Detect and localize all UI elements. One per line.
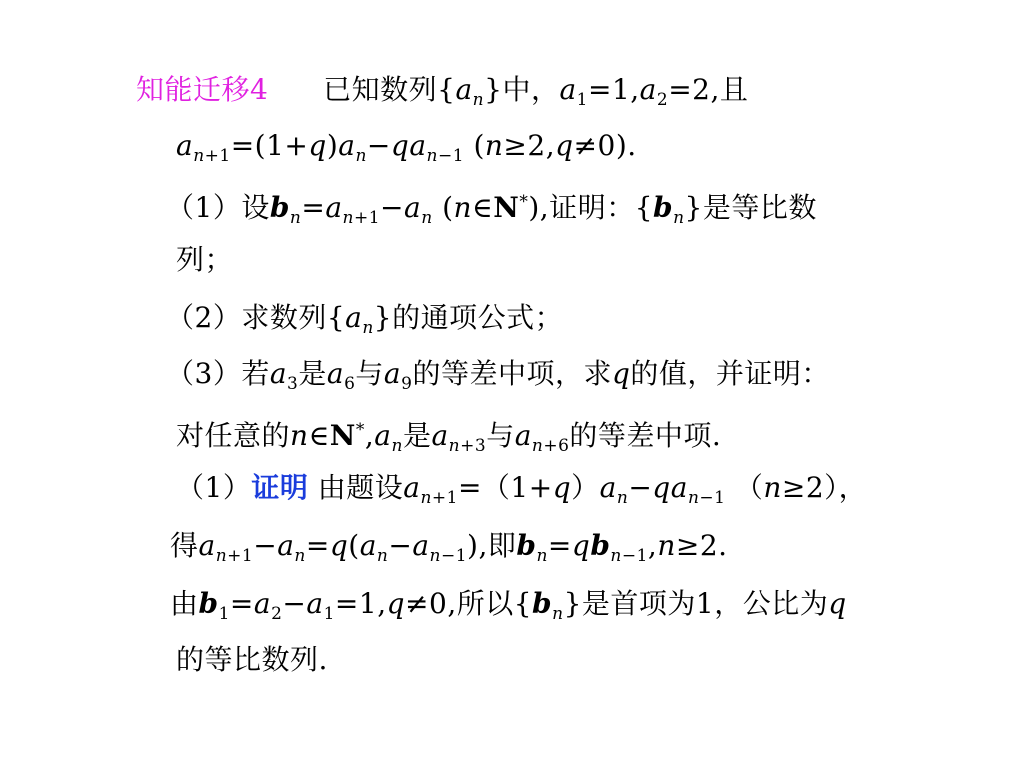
problem-line-2 [176, 126, 637, 176]
subscript: n [420, 488, 432, 508]
var-q: q [329, 529, 349, 562]
text: ( [432, 191, 454, 224]
var-a: a [325, 191, 343, 224]
subscript: +1 [431, 488, 458, 508]
var-a: a [326, 357, 345, 390]
var-q: q [386, 587, 406, 620]
superscript: * [519, 192, 529, 212]
text: ≥2. [675, 529, 728, 562]
var-q: q [828, 587, 847, 620]
text: 且 [719, 73, 749, 106]
text: =(1+ [230, 129, 309, 162]
text: , [647, 529, 658, 562]
text: = [547, 529, 572, 562]
var-a: a [409, 129, 427, 162]
subscript: n [426, 146, 438, 166]
subscript: −1 [621, 546, 648, 566]
subscript: +1 [227, 546, 254, 566]
text: − [388, 529, 413, 562]
subscript: 6 [344, 374, 356, 394]
text: ( [464, 129, 485, 162]
var-a: a [514, 419, 532, 452]
text: ） [571, 471, 600, 504]
var-a: a [269, 357, 288, 390]
text: （2）求数列{ [166, 301, 346, 334]
var-a: a [404, 191, 422, 224]
var-a: a [639, 73, 657, 106]
text: 的值，并证明： [630, 357, 830, 390]
text: − [380, 191, 405, 224]
subscript: n [342, 208, 354, 228]
var-a: a [559, 73, 577, 106]
var-q: q [390, 129, 410, 162]
part-3-line-2 [176, 410, 721, 466]
subscript: n [673, 208, 685, 228]
subscript: −1 [440, 546, 468, 566]
text: =2, [668, 73, 720, 106]
part-1-line [166, 182, 817, 238]
subscript: 1 [218, 604, 230, 624]
text: = [229, 587, 254, 620]
set-N: N [329, 419, 356, 452]
solution-line-1 [176, 468, 867, 518]
text: 已知数列{ [323, 73, 456, 106]
text: − [366, 129, 391, 162]
subscript: n [429, 546, 441, 566]
text: ≥2, [503, 129, 556, 162]
text: （3）若 [166, 357, 270, 390]
part-1-line-2 [176, 240, 233, 280]
var-a: a [599, 471, 617, 504]
subscript: n [552, 604, 564, 624]
solution-line-4 [176, 640, 328, 680]
text: =1, [334, 587, 387, 620]
text: 与 [355, 357, 384, 390]
subscript: −1 [437, 146, 465, 166]
text: 的等差中项. [569, 419, 722, 452]
var-a: a [412, 529, 430, 562]
text: }的通项公式； [373, 301, 564, 334]
subscript: 9 [401, 374, 413, 394]
var-b: b [590, 529, 611, 562]
text: ≠0). [573, 129, 637, 162]
var-n: n [484, 129, 504, 162]
text: ),即 [467, 529, 517, 562]
var-a: a [670, 471, 688, 504]
var-a: a [253, 587, 272, 620]
text: ),证明：{ [528, 191, 654, 224]
var-a: a [277, 529, 295, 562]
set-N: N [493, 191, 520, 224]
var-q: q [652, 471, 671, 504]
var-a: a [383, 357, 402, 390]
subscript: 3 [287, 374, 299, 394]
subscript: +1 [353, 208, 381, 228]
subscript: n [294, 546, 306, 566]
part-2-line [166, 298, 563, 348]
subscript: n [531, 436, 544, 456]
solution-line-3 [170, 584, 847, 634]
var-n: n [763, 471, 782, 504]
subscript: n [448, 436, 461, 456]
var-a: a [176, 129, 194, 162]
text: ) [326, 129, 339, 162]
text: 对任意的 [176, 419, 291, 452]
text: − [282, 587, 307, 620]
var-n: n [290, 419, 309, 452]
subscript: n [687, 488, 700, 508]
subscript: +1 [204, 146, 231, 166]
text: 的等比数列. [176, 643, 328, 676]
subscript: n [193, 146, 205, 166]
text: ≠0,所以{ [405, 587, 533, 620]
text: , [364, 419, 375, 452]
var-a: a [345, 301, 363, 334]
subscript: n [472, 90, 485, 110]
var-a: a [359, 529, 377, 562]
text: }是首项为1，公比为 [563, 587, 829, 620]
var-a: a [455, 73, 473, 106]
subscript: n [616, 488, 629, 508]
var-a: a [198, 529, 216, 562]
text: = [305, 529, 330, 562]
subscript: n [421, 208, 433, 228]
text: − [253, 529, 278, 562]
text: （1）设 [166, 191, 270, 224]
problem-label: 知能迁移4 [136, 73, 269, 106]
text: 由题设 [308, 471, 404, 504]
text: }中， [484, 73, 560, 106]
text: }是等比数 [684, 191, 817, 224]
text: =（1+ [457, 471, 553, 504]
subscript: n [391, 436, 403, 456]
var-n: n [453, 191, 473, 224]
var-q: q [555, 129, 574, 162]
subscript: n [289, 208, 302, 228]
subscript: n [376, 546, 389, 566]
subscript: +6 [543, 436, 570, 456]
var-a: a [431, 419, 449, 452]
text: （ [725, 471, 764, 504]
text: （1） [176, 471, 252, 504]
part-3-line [166, 354, 830, 404]
text: 是 [298, 357, 327, 390]
text: ∈ [308, 419, 330, 452]
text: =1, [587, 73, 640, 106]
var-q: q [611, 357, 631, 390]
var-a: a [374, 419, 392, 452]
text: ≥2）， [781, 471, 868, 504]
subscript: 1 [323, 604, 335, 624]
proof-label: 证明 [251, 471, 309, 504]
text: = [301, 191, 326, 224]
subscript: n [362, 318, 374, 338]
subscript: n [536, 546, 548, 566]
text: ( [348, 529, 360, 562]
subscript: n [355, 146, 367, 166]
text: 的等差中项，求 [412, 357, 612, 390]
text: 由 [170, 587, 199, 620]
var-q: q [308, 129, 327, 162]
var-b: b [269, 191, 290, 224]
text: 得 [170, 529, 199, 562]
subscript: 2 [271, 604, 283, 624]
subscript: n [215, 546, 228, 566]
var-q: q [571, 529, 591, 562]
var-n: n [657, 529, 676, 562]
var-q: q [552, 471, 572, 504]
subscript: +3 [460, 436, 487, 456]
text: − [628, 471, 653, 504]
var-b: b [198, 587, 219, 620]
text: 是 [402, 419, 432, 452]
text: 列； [176, 243, 234, 276]
problem-line-1 [136, 70, 748, 120]
var-a: a [403, 471, 421, 504]
var-b: b [516, 529, 537, 562]
var-a: a [338, 129, 356, 162]
var-a: a [306, 587, 324, 620]
subscript: 2 [656, 90, 669, 110]
superscript: * [355, 420, 365, 440]
var-b: b [653, 191, 674, 224]
solution-line-2 [170, 526, 728, 576]
subscript: −1 [699, 488, 726, 508]
var-b: b [532, 587, 553, 620]
subscript: n [610, 546, 622, 566]
text: ∈ [472, 191, 494, 224]
text: 与 [486, 419, 515, 452]
subscript: 1 [576, 90, 588, 110]
